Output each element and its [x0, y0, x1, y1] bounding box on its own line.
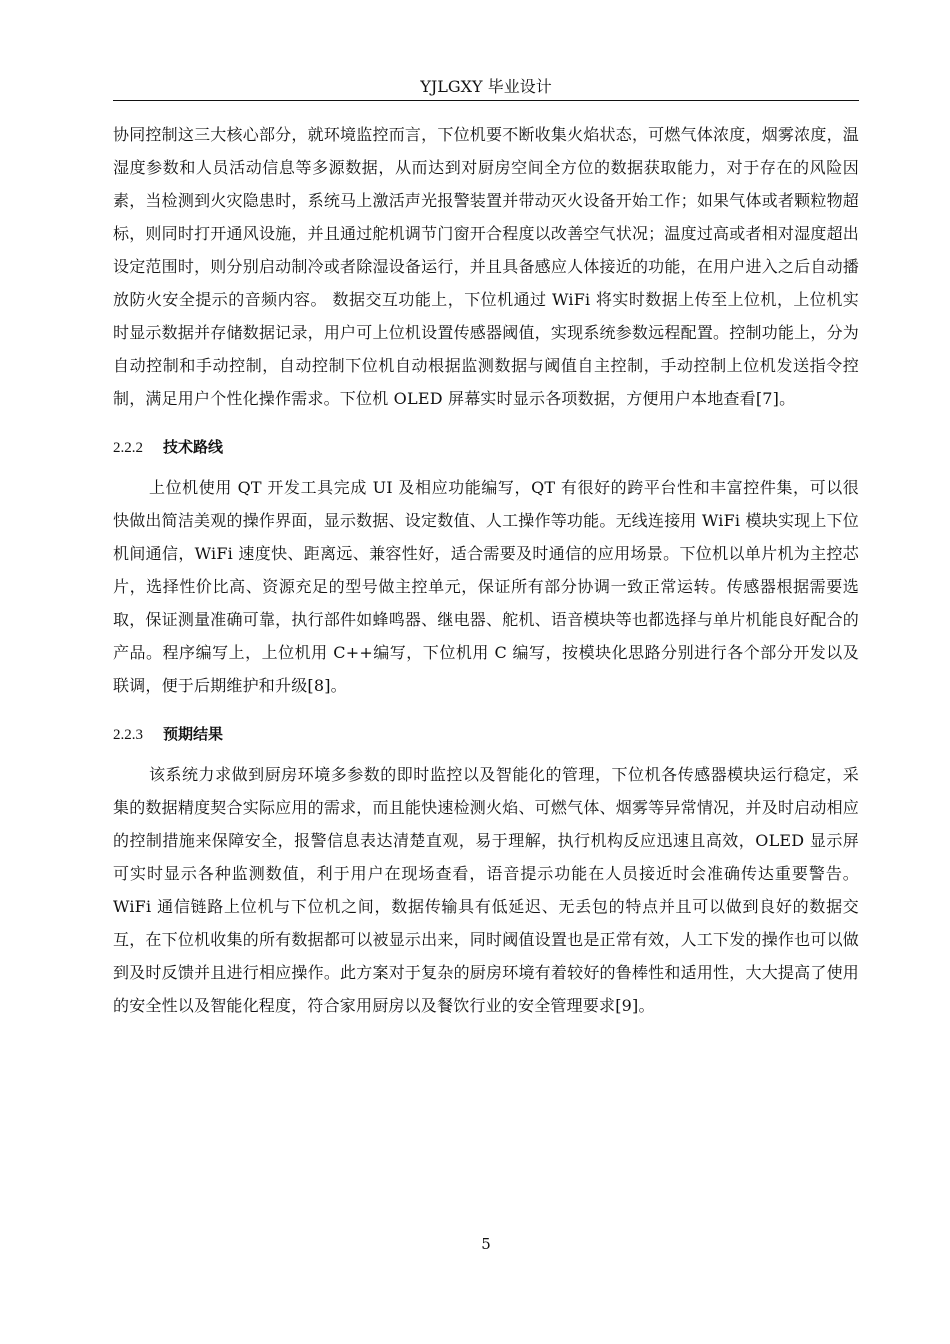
- header-divider: [113, 100, 859, 101]
- section-number: 2.2.3: [113, 727, 143, 743]
- paragraph-expected-results: 该系统力求做到厨房环境多参数的即时监控以及智能化的管理，下位机各传感器模块运行稳定，采集的数据精度契合实际应用的需求，而且能快速检测火焰、可燃气体、烟雾等异常情况，并及时启动相应的控制措施来保障安全，报警信息表达清楚直观，易于理解，执行机构反应迅速且高效，OLED 显示屏可实时显示各种监测数值，利于用户在现场查看，语音提示功能在人员接近时会准确传达重要警告。WiFi 通信链路上位机与下位机之间，数据传输具有低延迟、无丢包的特点并且可以做到良好的数据交互，在下位机收集的所有数据都可以被显示出来，同时阈值设置也是正常有效，人工下发的操作也可以做到及时反馈并且进行相应操作。此方案对于复杂的厨房环境有着较好的鲁棒性和适用性，大大提高了使用的安全性以及智能化程度，符合家用厨房以及餐饮行业的安全管理要求[9]。: [113, 765, 859, 1015]
- section-number: 2.2.2: [113, 440, 143, 456]
- document-body: [113, 118, 859, 1022]
- section-heading-technical-route: [113, 436, 859, 459]
- section-title: 预期结果: [163, 725, 224, 743]
- section-title: 技术路线: [163, 438, 224, 456]
- paragraph-technical-route: 上位机使用 QT 开发工具完成 UI 及相应功能编写，QT 有很好的跨平台性和丰富控件集，可以很快做出简洁美观的操作界面，显示数据、设定数值、人工操作等功能。无线连接用 WiFi 模块实现上下位机间通信，WiFi 速度快、距离远、兼容性好，适合需要及时通信的应用场景。下位机以单片机为主控芯片，选择性价比高、资源充足的型号做主控单元，保证所有部分协调一致正常运转。传感器根据需要选取，保证测量准确可靠，执行部件如蜂鸣器、继电器、舵机、语音模块等也都选择与单片机能良好配合的产品。程序编写上，上位机用 C++编写，下位机用 C 编写，按模块化思路分别进行各个部分开发以及联调，便于后期维护和升级[8]。: [113, 478, 859, 695]
- section-heading-expected-results: [113, 723, 859, 746]
- page-number: 5: [481, 1235, 491, 1253]
- page-header: YJLGXY 毕业设计: [420, 77, 552, 96]
- paragraph-system-function: 协同控制这三大核心部分，就环境监控而言，下位机要不断收集火焰状态，可燃气体浓度，烟雾浓度，温湿度参数和人员活动信息等多源数据，从而达到对厨房空间全方位的数据获取能力，对于存在的风险因素，当检测到火灾隐患时，系统马上激活声光报警装置并带动灭火设备开始工作；如果气体或者颗粒物超标，则同时打开通风设施，并且通过舵机调节门窗开合程度以改善空气状况；温度过高或者相对湿度超出设定范围时，则分别启动制冷或者除湿设备运行，并且具备感应人体接近的功能，在用户进入之后自动播放防火安全提示的音频内容。 数据交互功能上，下位机通过 WiFi 将实时数据上传至上位机，上位机实时显示数据并存储数据记录，用户可上位机设置传感器阈值，实现系统参数远程配置。控制功能上，分为自动控制和手动控制，自动控制下位机自动根据监测数据与阈值自主控制，手动控制上位机发送指令控制，满足用户个性化操作需求。下位机 OLED 屏幕实时显示各项数据，方便用户本地查看[7]。: [113, 125, 859, 408]
